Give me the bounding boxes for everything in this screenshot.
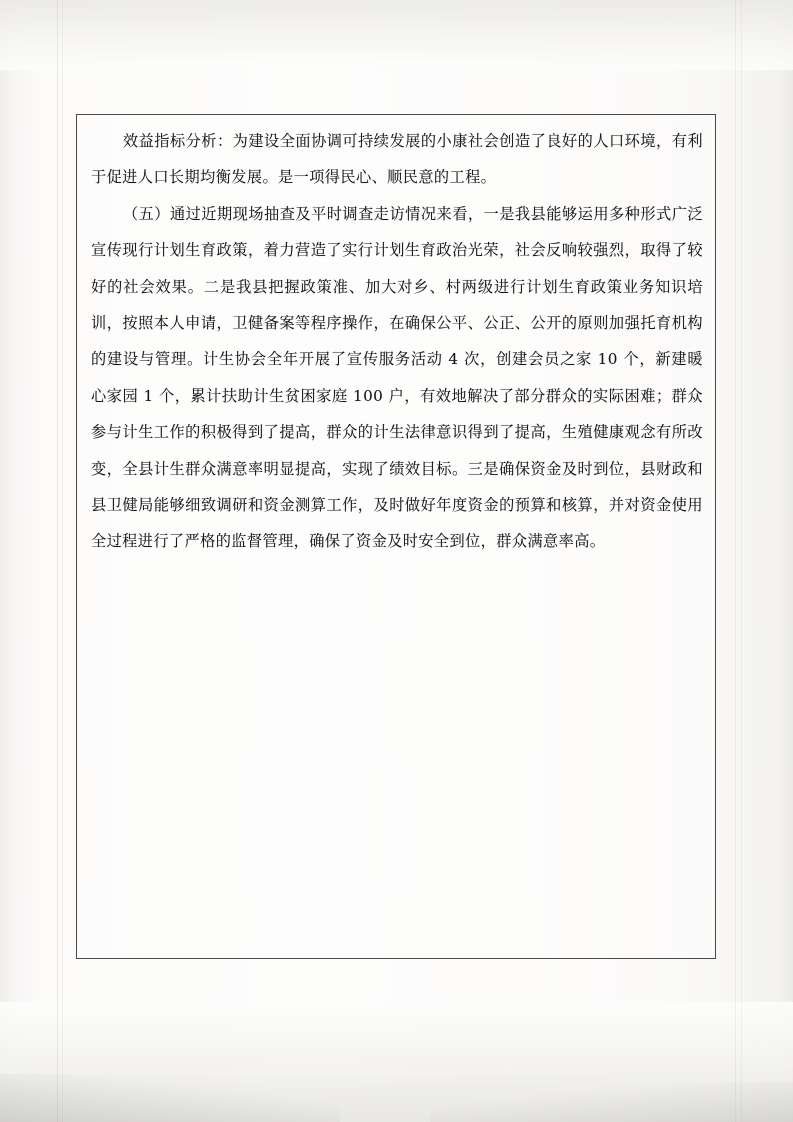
scan-streak (735, 0, 736, 1122)
document-text-body (91, 123, 703, 560)
paragraph-benefit-indicator-analysis: 效益指标分析：为建设全面协调可持续发展的小康社会创造了良好的人口环境，有利于促进人口长期均衡发展。是一项得民心、顺民意的工程。 (91, 132, 703, 187)
document-border-frame (76, 114, 716, 959)
paragraph-section-five: （五）通过近期现场抽查及平时调查走访情况来看，一是我县能够运用多种形式广泛宣传现行计划生育政策，着力营造了实行计划生育政治光荣，社会反响较强烈，取得了较好的社会效果。二是我县把握政策准、加大对乡、村两级进行计划生育政策业务知识培训，按照本人申请，卫健备案等程序操作，在确保公平、公正、公开的原则加强托育机构的建设与管理。计生协会全年开展了宣传服务活动 4 次，创建会员之家 10 个，新建暖心家园 1 个，累计扶助计生贫困家庭 100 户，有效地解决了部分群众的实际困难；群众参与计生工作的积极得到了提高，群众的计生法律意识得到了提高，生殖健康观念有所改变，全县计生群众满意率明显提高，实现了绩效目标。三是确保资金及时到位，县财政和县卫健局能够细致调研和资金测算工作，及时做好年度资金的预算和核算，并对资金使用全过程进行了严格的监督管理，确保了资金及时安全到位，群众满意率高。 (91, 204, 703, 551)
scan-streak (741, 0, 742, 1122)
scan-streak (57, 0, 58, 1122)
scan-streak (62, 0, 63, 1122)
scan-smudge (430, 1082, 793, 1122)
scan-noise-top (0, 0, 793, 70)
scan-smudge (0, 1074, 340, 1122)
